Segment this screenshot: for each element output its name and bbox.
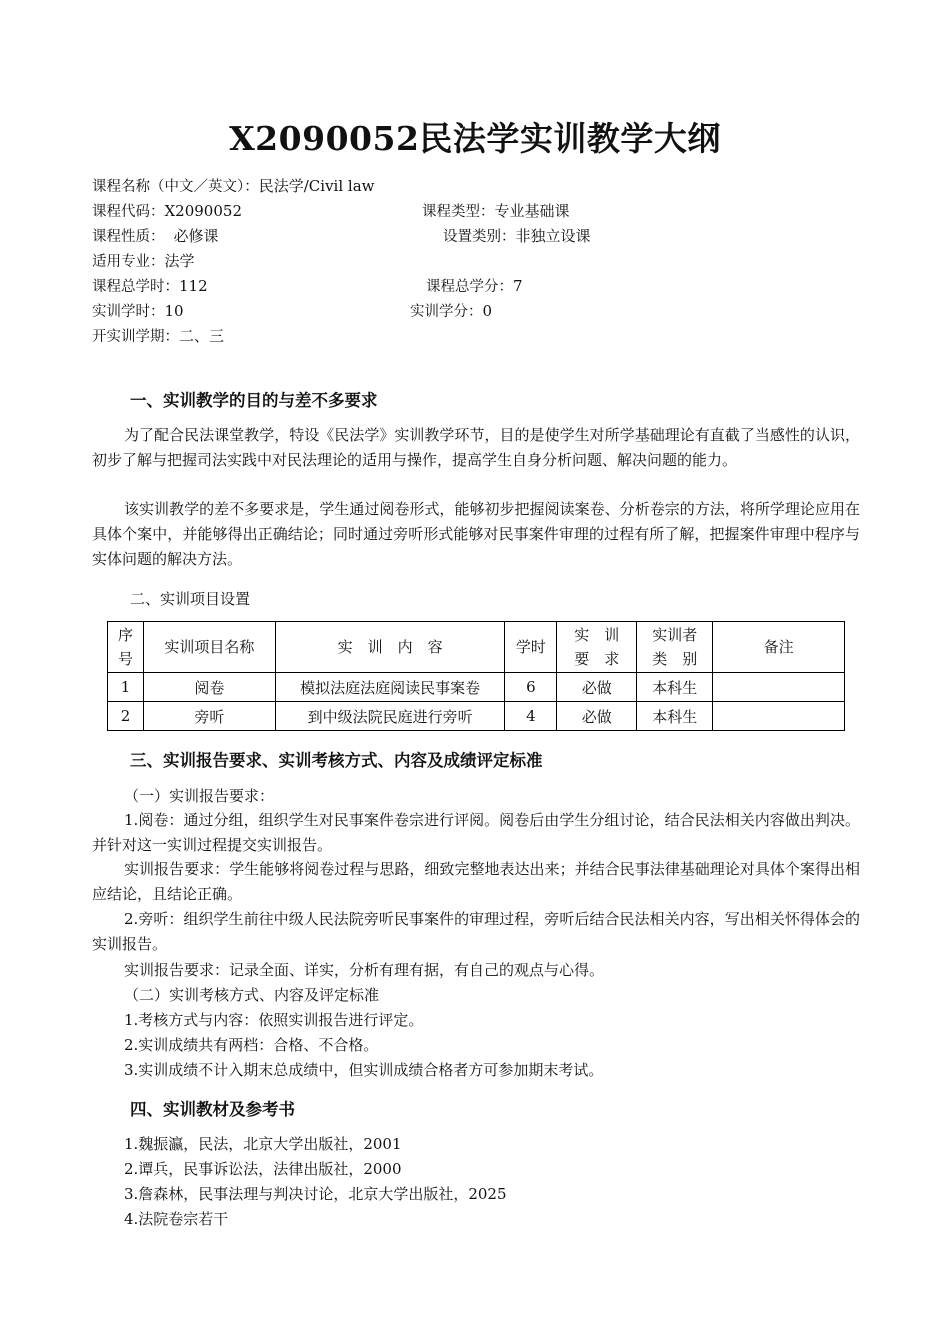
total-hours-row	[92, 276, 208, 297]
document-title: X2090052民法学实训教学大纲	[229, 119, 721, 158]
section1-paragraph-2: 该实训教学的差不多要求是，学生通过阅卷形式，能够初步把握阅读案卷、分析卷宗的方法，将所学理论应用在具体个案中，并能够得出正确结论；同时通过旁听形式能够对民事案件审理的过程有所了解，把握案件审理中程序与实体问题的解决方法。	[92, 500, 860, 568]
course-type-label: 课程类型：	[422, 204, 495, 220]
major-row	[92, 251, 195, 272]
reference-item: 4.法院卷宗若干	[124, 1210, 229, 1228]
section1-heading: 一、实训教学的目的与差不多要求	[130, 391, 378, 410]
cell-hours: 6	[505, 673, 557, 702]
total-credits-label: 课程总学分：	[426, 279, 513, 295]
cell-name: 阅卷	[143, 673, 275, 702]
training-hours-value: 10	[164, 302, 184, 320]
section2-heading: 二、实训项目设置	[130, 590, 251, 608]
course-nature-row	[92, 226, 219, 247]
cell-trainee-type: 本科生	[637, 702, 713, 731]
course-type-row	[422, 201, 570, 222]
course-code-row	[92, 201, 242, 222]
section3-item1: 1.阅卷：通过分组，组织学生对民事案件卷宗进行评阅。阅卷后由学生分组讨论，结合民法相关内容做出判决。并针对这一实训过程提交实训报告。	[92, 811, 860, 854]
training-credits-row	[410, 301, 492, 322]
total-credits-row	[426, 276, 523, 297]
cell-hours: 4	[505, 702, 557, 731]
cell-content: 模拟法庭法庭阅读民事案卷	[275, 673, 505, 702]
header-cell-hours: 学时	[505, 622, 557, 673]
cell-requirement: 必做	[557, 702, 637, 731]
training-hours-row	[92, 301, 184, 322]
header-cell-note: 备注	[713, 622, 845, 673]
section3-eval2: 2.实训成绩共有两档：合格、不合格。	[124, 1036, 379, 1054]
course-nature-label: 课程性质：	[92, 229, 165, 245]
reference-item: 2.谭兵，民事诉讼法，法律出版社，2000	[124, 1160, 402, 1178]
section3-sub1: （一）实训报告要求：	[124, 787, 275, 805]
section3-item2: 2.旁听：组织学生前往中级人民法院旁听民事案件的审理过程，旁听后结合民法相关内容，写出相关怀得体会的实训报告。	[92, 910, 860, 953]
section4-heading: 四、实训教材及参考书	[130, 1100, 295, 1119]
header-cell-requirement: 实 训 要 求	[557, 622, 637, 673]
major-label: 适用专业：	[92, 254, 165, 270]
training-credits-label: 实训学分：	[410, 304, 483, 320]
header-cell-trainee-type: 实训者 类 别	[637, 622, 713, 673]
semester-label: 开实训学期：	[92, 329, 179, 345]
total-credits-value: 7	[513, 277, 523, 295]
course-name-value: 民法学/Civil law	[258, 177, 375, 195]
total-hours-value: 112	[179, 277, 208, 295]
course-name-label: 课程名称（中文／英文）：	[92, 179, 259, 195]
course-type-value: 专业基础课	[494, 202, 570, 220]
training-hours-label: 实训学时：	[92, 304, 165, 320]
cell-requirement: 必做	[557, 673, 637, 702]
cell-name: 旁听	[143, 702, 275, 731]
semester-row	[92, 326, 224, 347]
course-name-row	[92, 176, 375, 197]
header-cell-name: 实训项目名称	[143, 622, 275, 673]
reference-item: 3.詹森林，民事法理与判决讨论，北京大学出版社，2025	[124, 1185, 507, 1203]
course-code-label: 课程代码：	[92, 204, 165, 220]
total-hours-label: 课程总学时：	[92, 279, 179, 295]
header-cell-content: 实 训 内 容	[275, 622, 505, 673]
cell-note	[713, 673, 845, 702]
cell-no: 1	[108, 673, 144, 702]
section3-sub2: （二）实训考核方式、内容及评定标准	[124, 986, 380, 1004]
course-code-value: X2090052	[164, 202, 242, 220]
section3-eval1: 1.考核方式与内容：依照实训报告进行评定。	[124, 1011, 424, 1029]
section3-eval3: 3.实训成绩不计入期末总成绩中，但实训成绩合格者方可参加期末考试。	[124, 1061, 604, 1079]
setting-category-value: 非独立设课	[515, 227, 591, 245]
table-row	[108, 702, 845, 731]
setting-category-row	[443, 226, 591, 247]
header-cell-no: 序 号	[108, 622, 144, 673]
reference-item: 1.魏振瀛，民法，北京大学出版社，2001	[124, 1135, 402, 1153]
cell-note	[713, 702, 845, 731]
cell-content: 到中级法院民庭进行旁听	[275, 702, 505, 731]
table-row	[108, 673, 845, 702]
training-credits-value: 0	[482, 302, 493, 320]
section3-req1: 实训报告要求：学生能够将阅卷过程与思路，细致完整地表达出来；并结合民事法律基础理论对具体个案得出相应结论，且结论正确。	[92, 860, 860, 903]
cell-no: 2	[108, 702, 144, 731]
major-value: 法学	[164, 252, 195, 270]
section3-heading: 三、实训报告要求、实训考核方式、内容及成绩评定标准	[130, 751, 543, 770]
setting-category-label: 设置类别：	[443, 229, 516, 245]
table-header-row	[108, 622, 845, 673]
course-nature-value: 必修课	[173, 227, 219, 245]
training-projects-table	[107, 621, 845, 731]
semester-value: 二、三	[179, 327, 225, 345]
section3-req2: 实训报告要求：记录全面、详实，分析有理有据，有自己的观点与心得。	[124, 961, 605, 979]
cell-trainee-type: 本科生	[637, 673, 713, 702]
section1-paragraph-1: 为了配合民法课堂教学，特设《民法学》实训教学环节，目的是使学生对所学基础理论有直截了当感性的认识，初步了解与把握司法实践中对民法理论的适用与操作，提高学生自身分析问题、解决问题的能力。	[92, 426, 860, 469]
